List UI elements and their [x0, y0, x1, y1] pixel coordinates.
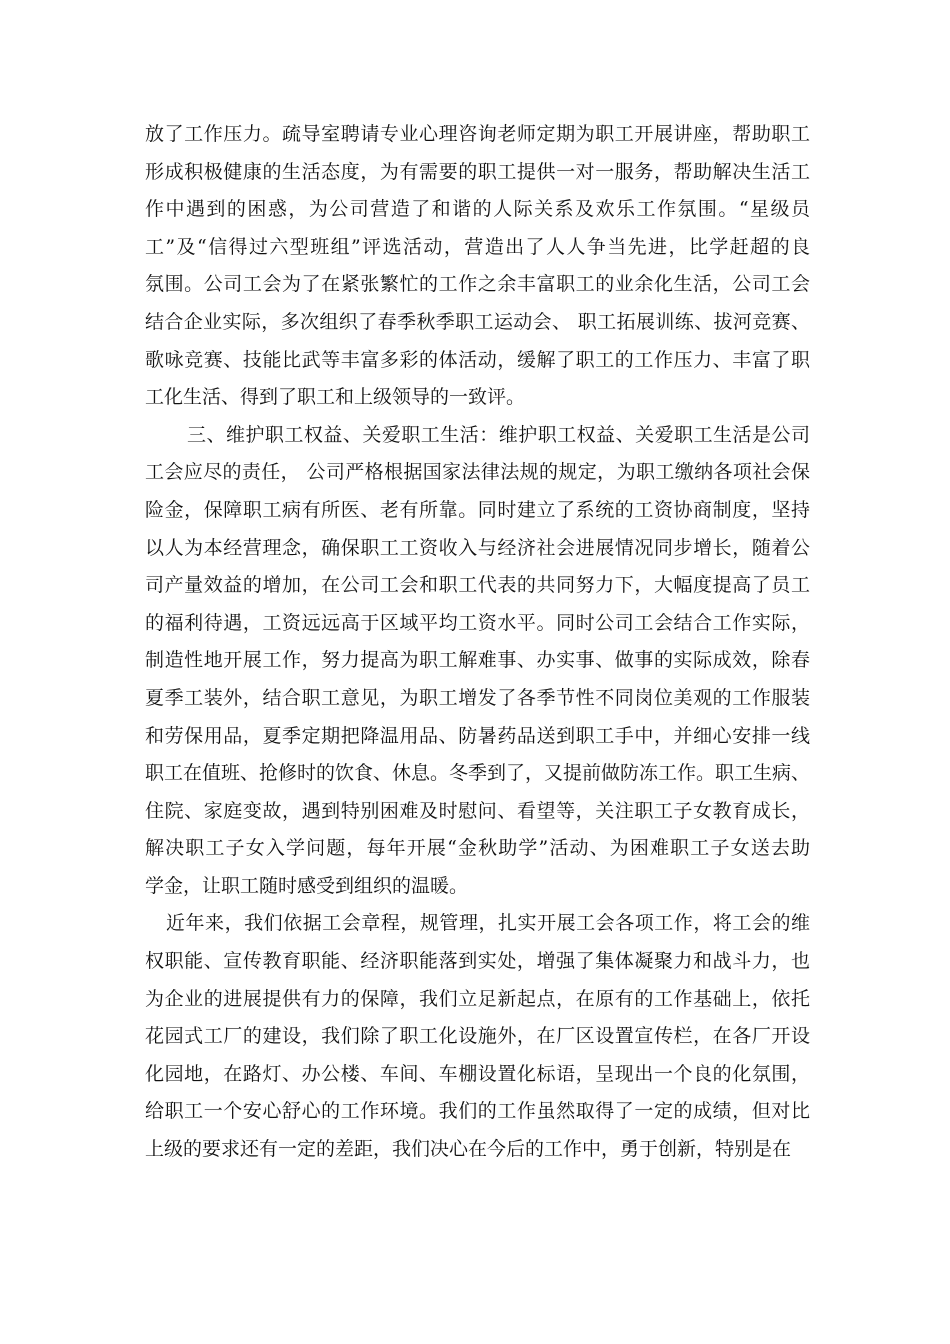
text-line: 以人为本经营理念，确保职工工资收入与经济社会进展情况同步增长，随着公	[145, 536, 810, 559]
text-line: 权职能、宣传教育职能、经济职能落到实处，增强了集体凝聚力和战斗力，也	[145, 950, 810, 973]
text-line: 放了工作压力。疏导室聘请专业心理咨询老师定期为职工开展讲座，帮助职工	[145, 123, 810, 145]
text-line: 学金，让职工随时感受到组织的温暖。	[145, 874, 469, 897]
text-line: 花园式工厂的建设，我们除了职工化设施外，在厂区设置宣传栏，在各厂开设	[145, 1025, 810, 1048]
text-line: 工化生活、得到了职工和上级领导的一致评。	[145, 386, 526, 409]
paragraph	[145, 905, 810, 1168]
paragraph	[145, 116, 810, 417]
text-line: 化园地，在路灯、办公楼、车间、车棚设置化标语，呈现出一个良的化氛围，	[145, 1062, 810, 1085]
text-line: 职工在值班、抢修时的饮食、休息。冬季到了，又提前做防冻工作。职工生病、	[145, 762, 810, 785]
document-body	[145, 116, 810, 1169]
text-line: 解决职工子女入学问题，每年开展“金秋助学”活动、为困难职工子女送去助	[145, 837, 810, 860]
text-line: 工会应尽的责任， 公司严格根据国家法律法规的规定，为职工缴纳各项社会保	[145, 461, 810, 484]
text-line: 险金，保障职工病有所医、老有所靠。同时建立了系统的工资协商制度，坚持	[145, 498, 810, 521]
text-line: 夏季工装外，结合职工意见，为职工增发了各季节性不同岗位美观的工作服装	[145, 686, 810, 709]
text-line: 结合企业实际，多次组织了春季秋季职工运动会、 职工拓展训练、拔河竞赛、	[145, 310, 810, 333]
text-line: 上级的要求还有一定的差距，我们决心在今后的工作中，勇于创新，特别是在	[145, 1138, 792, 1161]
text-line: 三、维护职工权益、关爱职工生活：维护职工权益、关爱职工生活是公司	[187, 423, 810, 446]
text-line: 氛围。公司工会为了在紧张繁忙的工作之余丰富职工的业余化生活，公司工会	[145, 273, 810, 296]
paragraph	[145, 417, 810, 906]
text-line: 住院、家庭变故，遇到特别困难及时慰问、看望等，关注职工子女教育成长，	[145, 799, 810, 822]
text-line: 歌咏竞赛、技能比武等丰富多彩的体活动，缓解了职工的工作压力、丰富了职	[145, 348, 810, 371]
text-line: 司产量效益的增加，在公司工会和职工代表的共同努力下，大幅度提高了员工	[145, 574, 810, 597]
text-line: 的福利待遇，工资远远高于区域平均工资水平。同时公司工会结合工作实际，	[145, 611, 810, 634]
text-line: 形成积极健康的生活态度，为有需要的职工提供一对一服务，帮助解决生活工	[145, 160, 810, 183]
text-line: 为企业的进展提供有力的保障，我们立足新起点，在原有的工作基础上，依托	[145, 987, 810, 1010]
text-line: 给职工一个安心舒心的工作环境。我们的工作虽然取得了一定的成绩，但对比	[145, 1100, 810, 1123]
text-line: 近年来，我们依据工会章程，规管理，扎实开展工会各项工作，将工会的维	[166, 912, 810, 935]
text-line: 和劳保用品，夏季定期把降温用品、防暑药品送到职工手中，并细心安排一线	[145, 724, 810, 747]
text-line: 工”及“信得过六型班组”评选活动，营造出了人人争当先进，比学赶超的良	[145, 235, 810, 258]
text-line: 制造性地开展工作，努力提高为职工解难事、办实事、做事的实际成效，除春	[145, 649, 810, 672]
text-line: 作中遇到的困惑，为公司营造了和谐的人际关系及欢乐工作氛围。“星级员	[145, 198, 810, 221]
